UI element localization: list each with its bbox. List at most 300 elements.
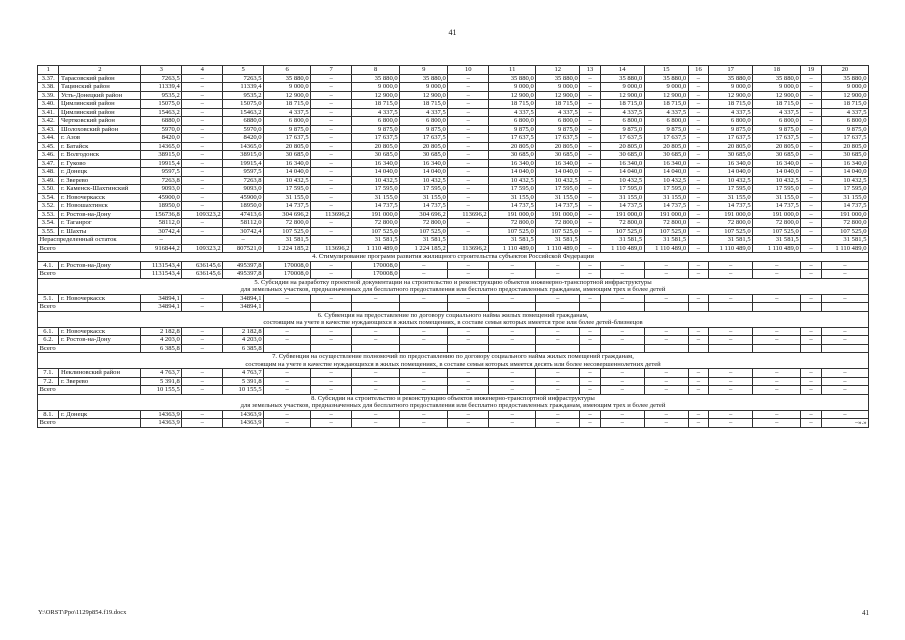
table-cell: 156736,8 [141,210,182,219]
table-cell: 14363,9 [223,419,264,428]
table-cell: 72 800,0 [600,219,644,228]
table-cell: 31 155,0 [600,193,644,202]
table-cell: – [688,294,708,303]
municipality-name: г. Новочеркасск [59,294,141,303]
table-row [38,100,869,109]
table-cell: 107 525,0 [644,227,688,236]
row-label: Всего [38,344,141,353]
table-cell: 1 110 489,0 [536,244,580,253]
table-cell: – [580,386,600,395]
section-heading-line: 5. Субсидии на разработку проектной документации на строительство и реконструкцию объектов инженерно-транспортной инфраструктуры [254,278,652,286]
table-cell: 6 800,0 [600,117,644,126]
municipality-name: г. Донецк [59,168,141,177]
row-number: 5.1. [38,294,59,303]
table-cell [182,236,223,245]
row-label: Всего [38,244,141,253]
table-cell: 14 737,5 [821,202,868,211]
table-cell: – [709,261,753,270]
table-cell: 16 340,0 [352,159,400,168]
table-cell: – [709,336,753,345]
table-cell: – [821,270,868,279]
column-number: 13 [580,66,600,75]
municipality-name: г. Зверево [59,377,141,386]
table-cell: 9 875,0 [600,125,644,134]
table-cell: 9 875,0 [644,125,688,134]
table-cell: – [709,369,753,378]
table-cell: – [311,386,352,395]
table-cell: – [448,227,489,236]
table-cell: 107 525,0 [536,227,580,236]
table-cell: 17 637,5 [352,134,400,143]
table-cell: 18 715,0 [264,100,311,109]
table-cell: 107 525,0 [821,227,868,236]
table-cell: 31 155,0 [264,193,311,202]
table-cell: 16 340,0 [821,159,868,168]
table-cell [536,303,580,312]
section-heading-line: для земельных участков, предназначенных для бесплатного предоставления или бесплатно предоставленных гражданам, имеющим трех и более детей [240,286,666,293]
table-cell: 15463,2 [223,108,264,117]
row-number: 3.49. [38,176,59,185]
table-cell: – [182,159,223,168]
table-cell: 191 000,0 [352,210,400,219]
table-cell [580,303,600,312]
table-cell: – [311,91,352,100]
section-heading [38,311,869,327]
table-cell: – [688,117,708,126]
total-row [38,236,869,245]
table-cell: – [489,261,536,270]
table-cell: – [688,327,708,336]
table-cell: 9 000,0 [400,83,448,92]
table-cell: – [688,125,708,134]
table-cell: 20 805,0 [600,142,644,151]
table-cell: – [580,261,600,270]
table-cell: 18 715,0 [821,100,868,109]
column-number: 20 [821,66,868,75]
table-cell: 20 805,0 [352,142,400,151]
table-cell: – [489,270,536,279]
table-cell: 170008,0 [352,270,400,279]
table-cell [644,303,688,312]
table-cell: – [311,377,352,386]
table-cell: – [580,377,600,386]
table-cell: – [688,202,708,211]
table-cell: 16 340,0 [400,159,448,168]
table-cell: – [311,168,352,177]
table-cell: 8420,0 [141,134,182,143]
table-cell: – [709,410,753,419]
table-cell: – [352,336,400,345]
table-cell [821,344,868,353]
municipality-name: Цимлянский район [59,100,141,109]
column-number: 15 [644,66,688,75]
table-cell: 72 800,0 [644,219,688,228]
table-cell: 9 875,0 [264,125,311,134]
table-cell: – [688,261,708,270]
table-cell: 18 715,0 [709,100,753,109]
table-cell: – [600,336,644,345]
table-cell: – [753,369,801,378]
table-cell: 14 737,5 [400,202,448,211]
table-cell: 12 900,0 [644,91,688,100]
table-cell: 12 900,0 [709,91,753,100]
table-cell: – [311,74,352,83]
table-cell: 4 337,5 [264,108,311,117]
table-cell: 72 800,0 [753,219,801,228]
table-cell: – [821,261,868,270]
table-cell: 34894,1 [223,294,264,303]
table-cell: – [311,327,352,336]
table-cell: – [311,219,352,228]
table-cell: 4 337,5 [536,108,580,117]
table-cell: – [311,83,352,92]
table-cell: – [448,142,489,151]
row-number: 3.38. [38,83,59,92]
table-cell: 495397,8 [223,261,264,270]
table-cell [753,303,801,312]
table-cell: – [536,261,580,270]
table-cell: 109323,2 [182,210,223,219]
table-cell [709,303,753,312]
table-cell: 6 800,0 [264,117,311,126]
table-cell: – [644,410,688,419]
table-cell: 6 800,0 [536,117,580,126]
table-cell: – [688,185,708,194]
table-cell: 31 581,5 [821,236,868,245]
table-cell: – [580,159,600,168]
table-row [38,327,869,336]
table-cell: 5970,0 [141,125,182,134]
table-cell [709,344,753,353]
table-cell: – [688,91,708,100]
table-cell: – [352,369,400,378]
table-cell: 107 525,0 [489,227,536,236]
table-cell: 916844,2 [141,244,182,253]
table-cell: 12 900,0 [489,91,536,100]
table-cell: 72 800,0 [489,219,536,228]
row-number: 6.2. [38,336,59,345]
table-cell: – [264,419,311,428]
row-number: 3.39. [38,91,59,100]
municipality-name: Шолоховский район [59,125,141,134]
table-cell: 9 875,0 [821,125,868,134]
table-cell: 18 715,0 [753,100,801,109]
table-cell: – [182,303,223,312]
table-cell: 9535,2 [223,91,264,100]
table-cell: – [644,261,688,270]
table-cell: 17 637,5 [644,134,688,143]
table-cell: – [580,369,600,378]
table-cell: 31 155,0 [644,193,688,202]
table-cell: – [580,202,600,211]
table-cell: – [489,327,536,336]
table-row [38,74,869,83]
table-cell: 6880,0 [223,117,264,126]
table-cell: – [644,327,688,336]
table-cell: 170008,0 [264,261,311,270]
table-cell: – [489,336,536,345]
table-cell: – [644,377,688,386]
table-cell: 14 040,0 [709,168,753,177]
table-cell: – [352,327,400,336]
table-cell: 10 432,5 [536,176,580,185]
table-cell [580,236,600,245]
row-number: 3.42. [38,117,59,126]
table-cell: – [352,386,400,395]
table-cell: – [182,202,223,211]
row-label: Всего [38,303,141,312]
table-cell: 35 880,0 [352,74,400,83]
table-cell: 14 737,5 [536,202,580,211]
table-cell: 18950,0 [223,202,264,211]
table-cell: 12 900,0 [536,91,580,100]
table-cell [489,303,536,312]
table-cell: 12 900,0 [821,91,868,100]
table-cell: 14363,9 [141,419,182,428]
table-cell: – [400,419,448,428]
table-cell: 31 155,0 [489,193,536,202]
municipality-name: г. Зверево [59,176,141,185]
row-number: 3.40. [38,100,59,109]
row-number: 3.54. [38,219,59,228]
table-cell: 35 880,0 [400,74,448,83]
table-cell: – [688,227,708,236]
municipality-name: г. Азов [59,134,141,143]
footer-file-path: Y:\ORST\Ppo\1129p854.f19.docx [38,609,127,616]
page-number-top: 41 [448,28,457,37]
table-cell: 18950,0 [141,202,182,211]
table-cell: – [311,369,352,378]
table-cell: 7263,5 [223,74,264,83]
table-cell: – [600,386,644,395]
table-cell: 113696,2 [448,210,489,219]
table-cell: – [352,410,400,419]
table-cell: 10 432,5 [644,176,688,185]
table-cell: – [801,134,821,143]
table-cell: – [688,336,708,345]
column-number: 14 [600,66,644,75]
table-cell: 4 203,0 [223,336,264,345]
table-cell: – [688,151,708,160]
table-cell: – [801,91,821,100]
table-cell: 4 337,5 [821,108,868,117]
table-cell: – [311,270,352,279]
table-cell: 113696,2 [448,244,489,253]
table-cell: – [688,369,708,378]
table-cell: – [448,294,489,303]
table-cell: – [753,261,801,270]
table-cell [448,236,489,245]
table-cell: 31 581,5 [709,236,753,245]
section-heading-row [38,253,869,262]
table-cell: 17 637,5 [709,134,753,143]
table-cell: – [352,419,400,428]
column-number: 6 [264,66,311,75]
table-cell: – [821,336,868,345]
table-cell: – [182,151,223,160]
table-cell: 58112,0 [223,219,264,228]
total-row [38,386,869,395]
table-cell: 14 040,0 [536,168,580,177]
section-heading-line: для земельных участков, предназначенных для бесплатного предоставления или бесплатно предоставленных гражданам, имеющим трех и более детей [240,402,666,409]
table-row [38,117,869,126]
municipality-name: Неклиновский район [59,369,141,378]
table-row [38,377,869,386]
table-cell: – [753,336,801,345]
table-cell: 107 525,0 [400,227,448,236]
table-cell: – [311,142,352,151]
table-cell: 304 696,2 [264,210,311,219]
row-label: Нераспределенный остаток [38,236,141,245]
municipality-name: г. Ростов-на-Дону [59,336,141,345]
table-cell: 35 880,0 [600,74,644,83]
table-cell: 14363,9 [223,410,264,419]
table-cell: 9093,0 [141,185,182,194]
table-cell: 58112,0 [141,219,182,228]
table-cell: 72 800,0 [709,219,753,228]
table-cell: 191 000,0 [536,210,580,219]
table-cell: 4 337,5 [644,108,688,117]
table-cell: 38915,0 [223,151,264,160]
section-heading-line: 7. Субвенция на осуществление полномочий по предоставлению по договору социального найма жилых помещений гражданам, [272,353,634,360]
table-cell: 191 000,0 [753,210,801,219]
table-cell: 4 337,5 [400,108,448,117]
table-cell: – [448,125,489,134]
table-cell: – [801,270,821,279]
row-number: 4.1. [38,261,59,270]
row-number: 3.46. [38,151,59,160]
table-cell: 17 637,5 [600,134,644,143]
table-cell: 6 800,0 [489,117,536,126]
table-cell: 35 880,0 [489,74,536,83]
table-cell: 35 880,0 [644,74,688,83]
table-cell: 107 525,0 [709,227,753,236]
table-cell: 7263,8 [141,176,182,185]
table-cell: – [709,419,753,428]
section-heading-row [38,394,869,410]
table-cell: – [580,125,600,134]
table-cell [400,344,448,353]
table-cell: 10 432,5 [264,176,311,185]
table-cell: 9597,5 [141,168,182,177]
table-cell [753,344,801,353]
table-cell: – [182,344,223,353]
table-cell: – [688,219,708,228]
table-cell: 35 880,0 [753,74,801,83]
table-row [38,210,869,219]
row-number: 3.50. [38,185,59,194]
table-cell: 191 000,0 [489,210,536,219]
table-cell: 17 595,0 [753,185,801,194]
table-cell: – [489,294,536,303]
table-cell: – [801,227,821,236]
table-cell: – [688,168,708,177]
table-cell: 14 737,5 [352,202,400,211]
table-cell: – [644,419,688,428]
table-cell: – [311,419,352,428]
row-number: 3.44. [38,134,59,143]
table-cell [400,303,448,312]
table-cell: – [182,193,223,202]
table-cell: – [311,193,352,202]
table-cell: 4 337,5 [352,108,400,117]
table-cell: 10 432,5 [600,176,644,185]
column-number-row [38,66,869,75]
table-cell: 14365,0 [223,142,264,151]
table-cell: – [448,159,489,168]
table-row [38,185,869,194]
table-cell: – [182,176,223,185]
table-cell: 4 763,7 [141,369,182,378]
column-number: 19 [801,66,821,75]
table-cell: 19915,4 [141,159,182,168]
table-cell: – [600,261,644,270]
table-cell [448,303,489,312]
table-cell: – [801,327,821,336]
table-cell: – [448,261,489,270]
table-cell: 9 875,0 [536,125,580,134]
table-cell: – [182,142,223,151]
table-cell: 31 581,5 [400,236,448,245]
table-cell: – [580,134,600,143]
table-cell: – [753,410,801,419]
table-cell [688,303,708,312]
table-cell: – [644,369,688,378]
table-row [38,227,869,236]
table-cell: 9 875,0 [400,125,448,134]
table-cell: – [801,117,821,126]
row-number: 3.54. [38,193,59,202]
table-cell: 12 900,0 [600,91,644,100]
table-cell: 31 155,0 [821,193,868,202]
table-cell: – [580,336,600,345]
table-cell: 72 800,0 [536,219,580,228]
table-cell: 7263,8 [223,176,264,185]
table-cell: 6 800,0 [644,117,688,126]
table-cell: 191 000,0 [600,210,644,219]
table-cell: – [600,327,644,336]
table-cell: 10 155,5 [223,386,264,395]
table-cell: – [580,168,600,177]
table-cell: – [311,336,352,345]
table-cell: 5 391,8 [141,377,182,386]
table-cell: – [600,377,644,386]
table-cell: 9093,0 [223,185,264,194]
table-cell: – [821,327,868,336]
table-cell: – [801,294,821,303]
table-cell: 4 337,5 [600,108,644,117]
table-cell: – [448,386,489,395]
table-cell: – [448,74,489,83]
table-row [38,91,869,100]
table-cell: – [448,336,489,345]
table-cell: 10 432,5 [753,176,801,185]
table-cell: – [311,176,352,185]
table-cell: 1 224 185,2 [400,244,448,253]
table-cell: 17 595,0 [352,185,400,194]
table-cell: – [182,294,223,303]
table-cell: 18 715,0 [489,100,536,109]
row-number: 7.2. [38,377,59,386]
table-cell: 17 637,5 [400,134,448,143]
table-cell: 5970,0 [223,125,264,134]
municipality-name: г. Новочеркасск [59,193,141,202]
row-label: Всего [38,419,141,428]
table-row [38,151,869,160]
table-cell: – [801,219,821,228]
table-cell: – [182,83,223,92]
table-cell: – [801,336,821,345]
